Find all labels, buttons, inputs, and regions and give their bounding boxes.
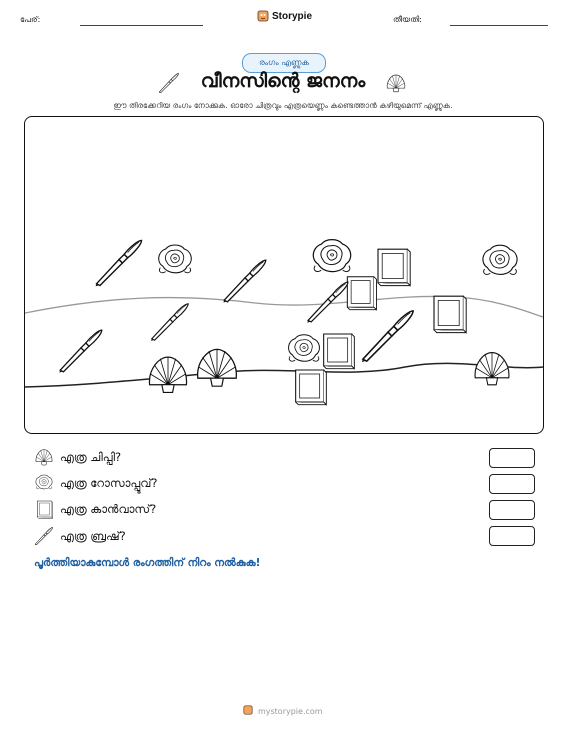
canvas-3 xyxy=(434,296,466,332)
shell-3 xyxy=(475,353,509,385)
scene-illustration xyxy=(24,116,544,434)
answer-box-shells[interactable] xyxy=(489,448,535,468)
brush-3 xyxy=(151,304,188,341)
canvas-4 xyxy=(324,334,355,369)
footer-url[interactable]: mystorypie.com xyxy=(257,707,323,716)
date-line[interactable] xyxy=(450,25,548,26)
rose-4 xyxy=(289,335,320,361)
answer-box-brushes[interactable] xyxy=(489,526,535,546)
brush-6 xyxy=(362,311,413,362)
question-text: എത്ര ചിപ്പി? xyxy=(60,449,122,464)
brush-icon xyxy=(34,526,54,546)
canvas-5 xyxy=(296,370,327,405)
storypie-logo-icon xyxy=(257,10,269,22)
activity-badge: രംഗം എണ്ണുക xyxy=(242,53,326,73)
footer xyxy=(0,705,566,716)
shell-2 xyxy=(198,349,237,386)
name-label: പേര്: xyxy=(20,15,41,24)
canvas-icon xyxy=(34,499,54,519)
name-line[interactable] xyxy=(80,25,203,26)
answer-box-roses[interactable] xyxy=(489,474,535,494)
question-canvases xyxy=(34,498,156,520)
brush-1 xyxy=(96,240,142,286)
question-text: എത്ര കാൻവാസ്? xyxy=(60,501,157,516)
brand xyxy=(257,10,312,22)
wave-line-bottom xyxy=(25,363,543,387)
page-title: വീനസിന്റെ ജനനം xyxy=(200,70,366,92)
canvas-2 xyxy=(347,277,376,310)
question-text: എത്ര ബ്രഷ്? xyxy=(60,528,126,543)
instruction-text: ഈ തിരക്കേറിയ രംഗം നോക്കുക. ഓരോ ചിത്രവും എത്രയെണ്ണം കണ്ടെത്താൻ കഴിയുമെന്ന് എണ്ണുക. xyxy=(113,101,453,110)
brand-name: Storypie xyxy=(272,10,313,22)
rose-2 xyxy=(313,240,350,272)
answer-box-canvases[interactable] xyxy=(489,500,535,520)
rose-3 xyxy=(483,245,517,274)
date-label: തീയതി: xyxy=(393,15,422,24)
brush-2 xyxy=(223,260,265,302)
shell-1 xyxy=(149,357,186,392)
shell-icon xyxy=(34,447,54,467)
rose-icon xyxy=(34,473,54,493)
question-text: എത്ര റോസാപ്പൂവ്? xyxy=(60,475,158,490)
scene-drawing xyxy=(25,117,543,433)
rose-1 xyxy=(159,245,192,273)
storypie-logo-icon xyxy=(243,705,253,715)
brush-5 xyxy=(59,330,101,372)
question-brushes xyxy=(34,525,126,547)
shell-icon xyxy=(384,72,408,94)
canvas-1 xyxy=(378,249,410,285)
question-roses xyxy=(34,472,157,494)
question-shells xyxy=(34,446,121,468)
coloring-note: പൂർത്തിയാകുമ്പോൾ രംഗത്തിന് നിറം നൽകുക! xyxy=(34,557,261,569)
